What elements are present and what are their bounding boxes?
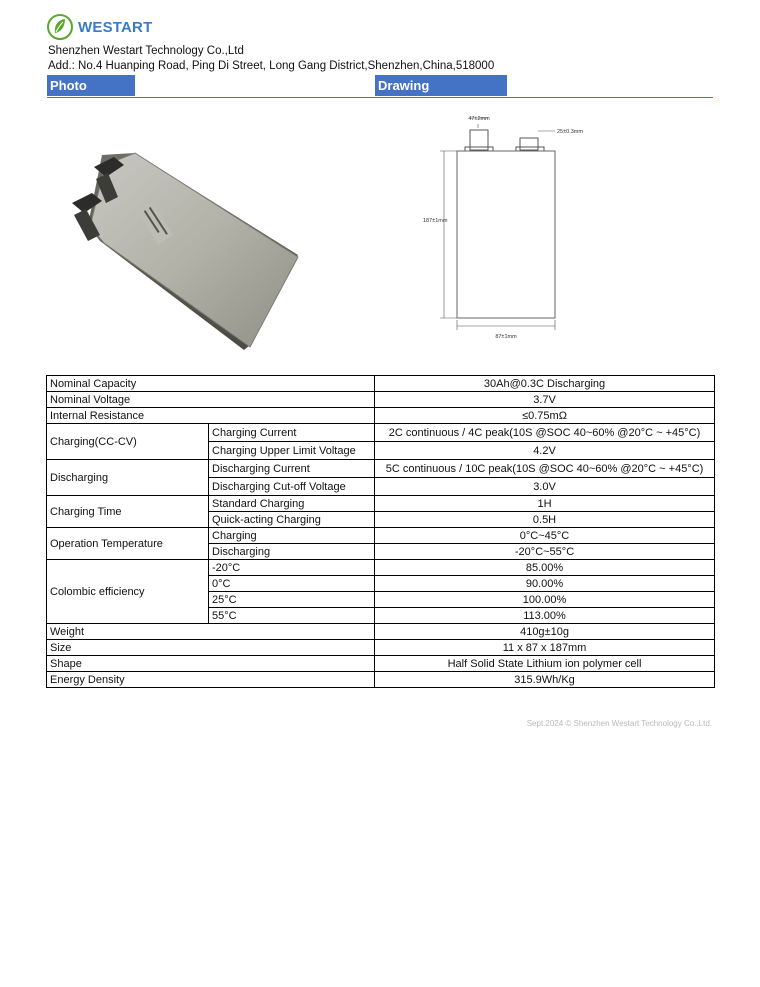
- table-row: [47, 460, 715, 478]
- table-row: [47, 656, 715, 672]
- spec-label: Nominal Capacity: [47, 376, 375, 392]
- battery-cell-photo: [60, 145, 310, 355]
- spec-value: 11 x 87 x 187mm: [375, 640, 715, 656]
- spec-value: ≤0.75mΩ: [375, 408, 715, 424]
- table-row: [47, 640, 715, 656]
- spec-label: Nominal Voltage: [47, 392, 375, 408]
- spec-value: Half Solid State Lithium ion polymer cell: [375, 656, 715, 672]
- spec-sub-label: Standard Charging: [209, 496, 375, 512]
- spec-label: Internal Resistance: [47, 408, 375, 424]
- spec-sub-label: Discharging Cut-off Voltage: [209, 478, 375, 496]
- table-row: [47, 424, 715, 442]
- spec-value: 90.00%: [375, 576, 715, 592]
- spec-value: 1H: [375, 496, 715, 512]
- spec-sub-label: -20°C: [209, 560, 375, 576]
- table-row: [47, 528, 715, 544]
- section-header-bar: [47, 75, 713, 98]
- spec-label: Weight: [47, 624, 375, 640]
- drawing-section-label: Drawing: [375, 75, 507, 96]
- spec-value: 100.00%: [375, 592, 715, 608]
- spec-sub-label: 0°C: [209, 576, 375, 592]
- spec-group-label: Colombic efficiency: [47, 560, 209, 624]
- spec-value: 5C continuous / 10C peak(10S @SOC 40~60% @20°C ~ +45°C): [375, 460, 715, 478]
- spec-sub-label: Quick-acting Charging: [209, 512, 375, 528]
- table-row: [47, 408, 715, 424]
- cell-dimension-drawing: [420, 108, 590, 348]
- spec-group-label: Operation Temperature: [47, 528, 209, 560]
- table-row: [47, 560, 715, 576]
- spec-value: 30Ah@0.3C Discharging: [375, 376, 715, 392]
- spec-value: 4.2V: [375, 442, 715, 460]
- spec-sub-label: Discharging: [209, 544, 375, 560]
- table-row: [47, 672, 715, 688]
- spec-value: 113.00%: [375, 608, 715, 624]
- company-logo: [47, 12, 152, 42]
- logo-text: WESTART: [78, 18, 153, 36]
- spec-value: 315.9Wh/Kg: [375, 672, 715, 688]
- spec-group-label: Charging(CC-CV): [47, 424, 209, 460]
- spec-sub-label: Charging Current: [209, 424, 375, 442]
- table-row: [47, 392, 715, 408]
- specification-table: [46, 375, 715, 688]
- spec-sub-label: Discharging Current: [209, 460, 375, 478]
- photo-section-label: Photo: [47, 75, 135, 96]
- table-row: [47, 376, 715, 392]
- spec-group-label: Charging Time: [47, 496, 209, 528]
- dim-width-label: 87±1mm: [495, 334, 517, 340]
- leaf-logo-icon: [47, 14, 73, 40]
- footer-copyright: Sept.2024 © Shenzhen Westart Technology Co.,Ltd.: [526, 719, 712, 728]
- dim-top-label: 47±2mm: [468, 116, 490, 122]
- spec-value: 2C continuous / 4C peak(10S @SOC 40~60% @20°C ~ +45°C): [375, 424, 715, 442]
- spec-value: 0.5H: [375, 512, 715, 528]
- spec-label: Shape: [47, 656, 375, 672]
- spec-label: Energy Density: [47, 672, 375, 688]
- spec-sub-label: 25°C: [209, 592, 375, 608]
- table-row: [47, 496, 715, 512]
- spec-value: 3.0V: [375, 478, 715, 496]
- dim-height-label: 187±1mm: [423, 218, 448, 224]
- spec-sub-label: Charging: [209, 528, 375, 544]
- spec-label: Size: [47, 640, 375, 656]
- spec-value: 0°C~45°C: [375, 528, 715, 544]
- table-row: [47, 624, 715, 640]
- company-name: Shenzhen Westart Technology Co.,Ltd: [48, 45, 244, 57]
- company-address: Add.: No.4 Huanping Road, Ping Di Street, Long Gang District,Shenzhen,China,518000: [48, 60, 495, 72]
- spec-value: -20°C~55°C: [375, 544, 715, 560]
- spec-sub-label: Charging Upper Limit Voltage: [209, 442, 375, 460]
- spec-value: 3.7V: [375, 392, 715, 408]
- spec-value: 85.00%: [375, 560, 715, 576]
- spec-value: 410g±10g: [375, 624, 715, 640]
- spec-sub-label: 55°C: [209, 608, 375, 624]
- dim-tab-label: 25±0.3mm: [557, 129, 583, 135]
- spec-group-label: Discharging: [47, 460, 209, 496]
